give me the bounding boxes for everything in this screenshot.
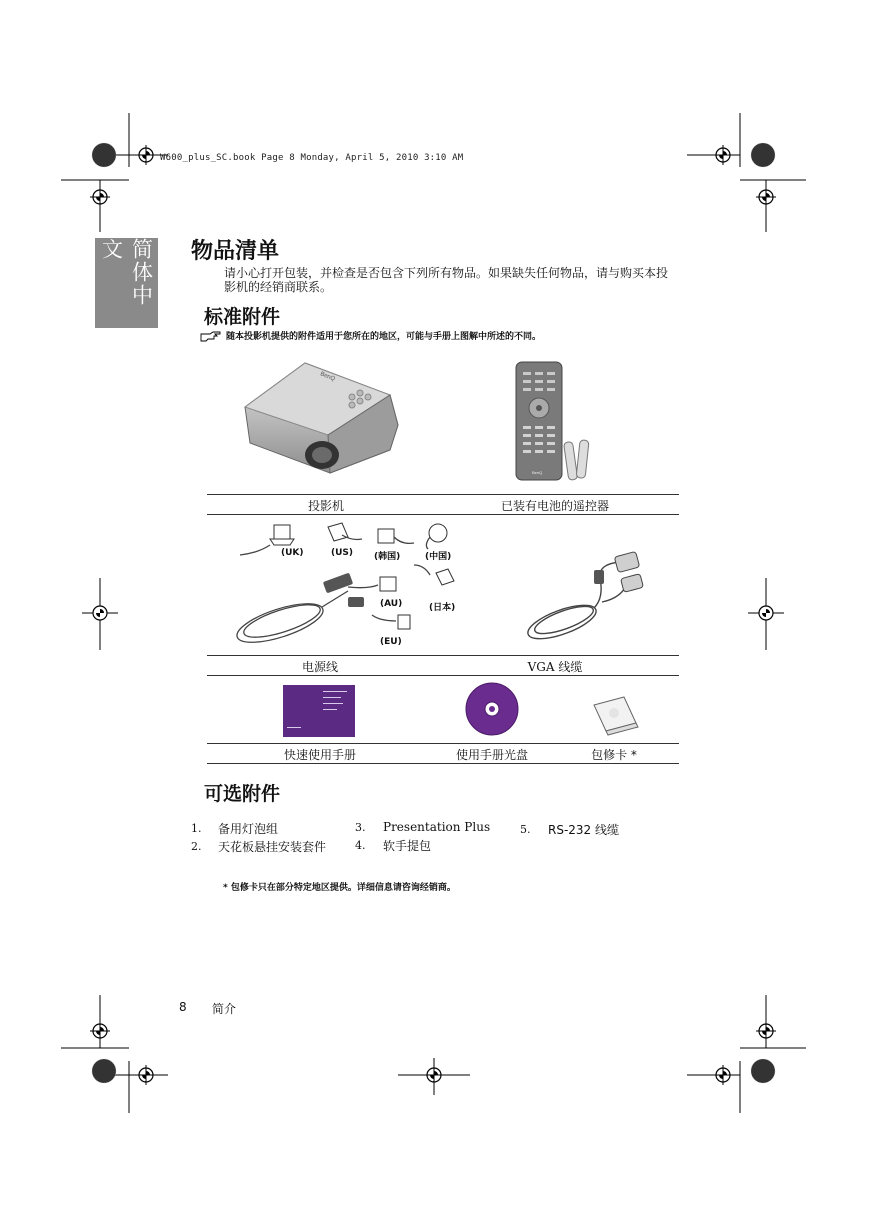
warranty-card-label: 包修卡 * [591,748,637,762]
quick-start-guide-label: 快速使用手册 [283,748,356,762]
plug-label-korea: (韩国) [374,552,401,562]
power-cord-image [230,515,470,650]
remote-label: 已装有电池的遥控器 [500,499,609,513]
plug-label-china: (中国) [425,552,452,562]
standard-accessories-heading: 标准附件 [204,306,281,328]
user-manual-cd-label: 使用手册光盘 [455,748,528,762]
optional-accessories-heading: 可选附件 [204,783,281,805]
standard-note [200,329,541,342]
plug-label-au: (AU) [380,599,403,609]
quick-start-guide-image [283,685,355,737]
page-title: 物品清单 [191,239,280,264]
plug-label-japan: (日本) [429,603,456,613]
pointing-hand-icon [200,330,222,342]
vga-cable-label: VGA 线缆 [527,660,583,674]
table-rule [207,494,679,495]
remote-control-image [496,360,596,485]
footer-section-name: 简介 [212,1002,237,1016]
vga-cable-image [522,550,652,640]
optional-item-ceiling-mount: 天花板悬挂安装套件 [218,840,327,854]
list-item-number: 1. [191,822,202,835]
list-item-number: 3. [355,821,366,834]
warranty-card-image [590,695,640,735]
power-cord-label: 电源线 [301,660,338,674]
table-rule [207,743,679,744]
plug-label-us: (US) [331,548,354,558]
table-rule [207,655,679,656]
plug-label-eu: (EU) [380,637,402,647]
footnote: * 包修卡只在部分特定地区提供。详细信息请咨询经销商。 [223,883,456,893]
list-item-number: 4. [355,839,366,852]
projector-label: 投影机 [307,499,344,513]
page-number: 8 [179,1000,187,1014]
optional-item-spare-lamp: 备用灯泡组 [218,822,279,836]
user-manual-cd-image [465,682,521,738]
language-tab [95,238,158,328]
projector-brand-logo: BenQ [319,371,336,383]
optional-item-presentation-plus: Presentation Plus [383,820,491,834]
language-tab-label: 简体中文 [99,238,154,307]
projector-image [240,355,400,475]
standard-note-text: 随本投影机提供的附件适用于您所在的地区，可能与手册上图解中所述的不同。 [226,332,542,342]
remote-brand-logo: BenQ [532,470,543,475]
plug-label-uk: (UK) [281,548,304,558]
optional-item-rs232-cable: RS-232 线缆 [548,823,620,837]
print-slug: W600_plus_SC.book Page 8 Monday, April 5, 2010 3:10 AM [160,153,464,163]
optional-item-soft-case: 软手提包 [383,839,432,853]
list-item-number: 2. [191,840,202,853]
list-item-number: 5. [520,823,531,836]
table-rule [207,763,679,764]
intro-paragraph: 请小心打开包装，并检查是否包含下列所有物品。如果缺失任何物品，请与购买本投影机的经销商联系。 [224,266,669,294]
table-rule [207,675,679,676]
